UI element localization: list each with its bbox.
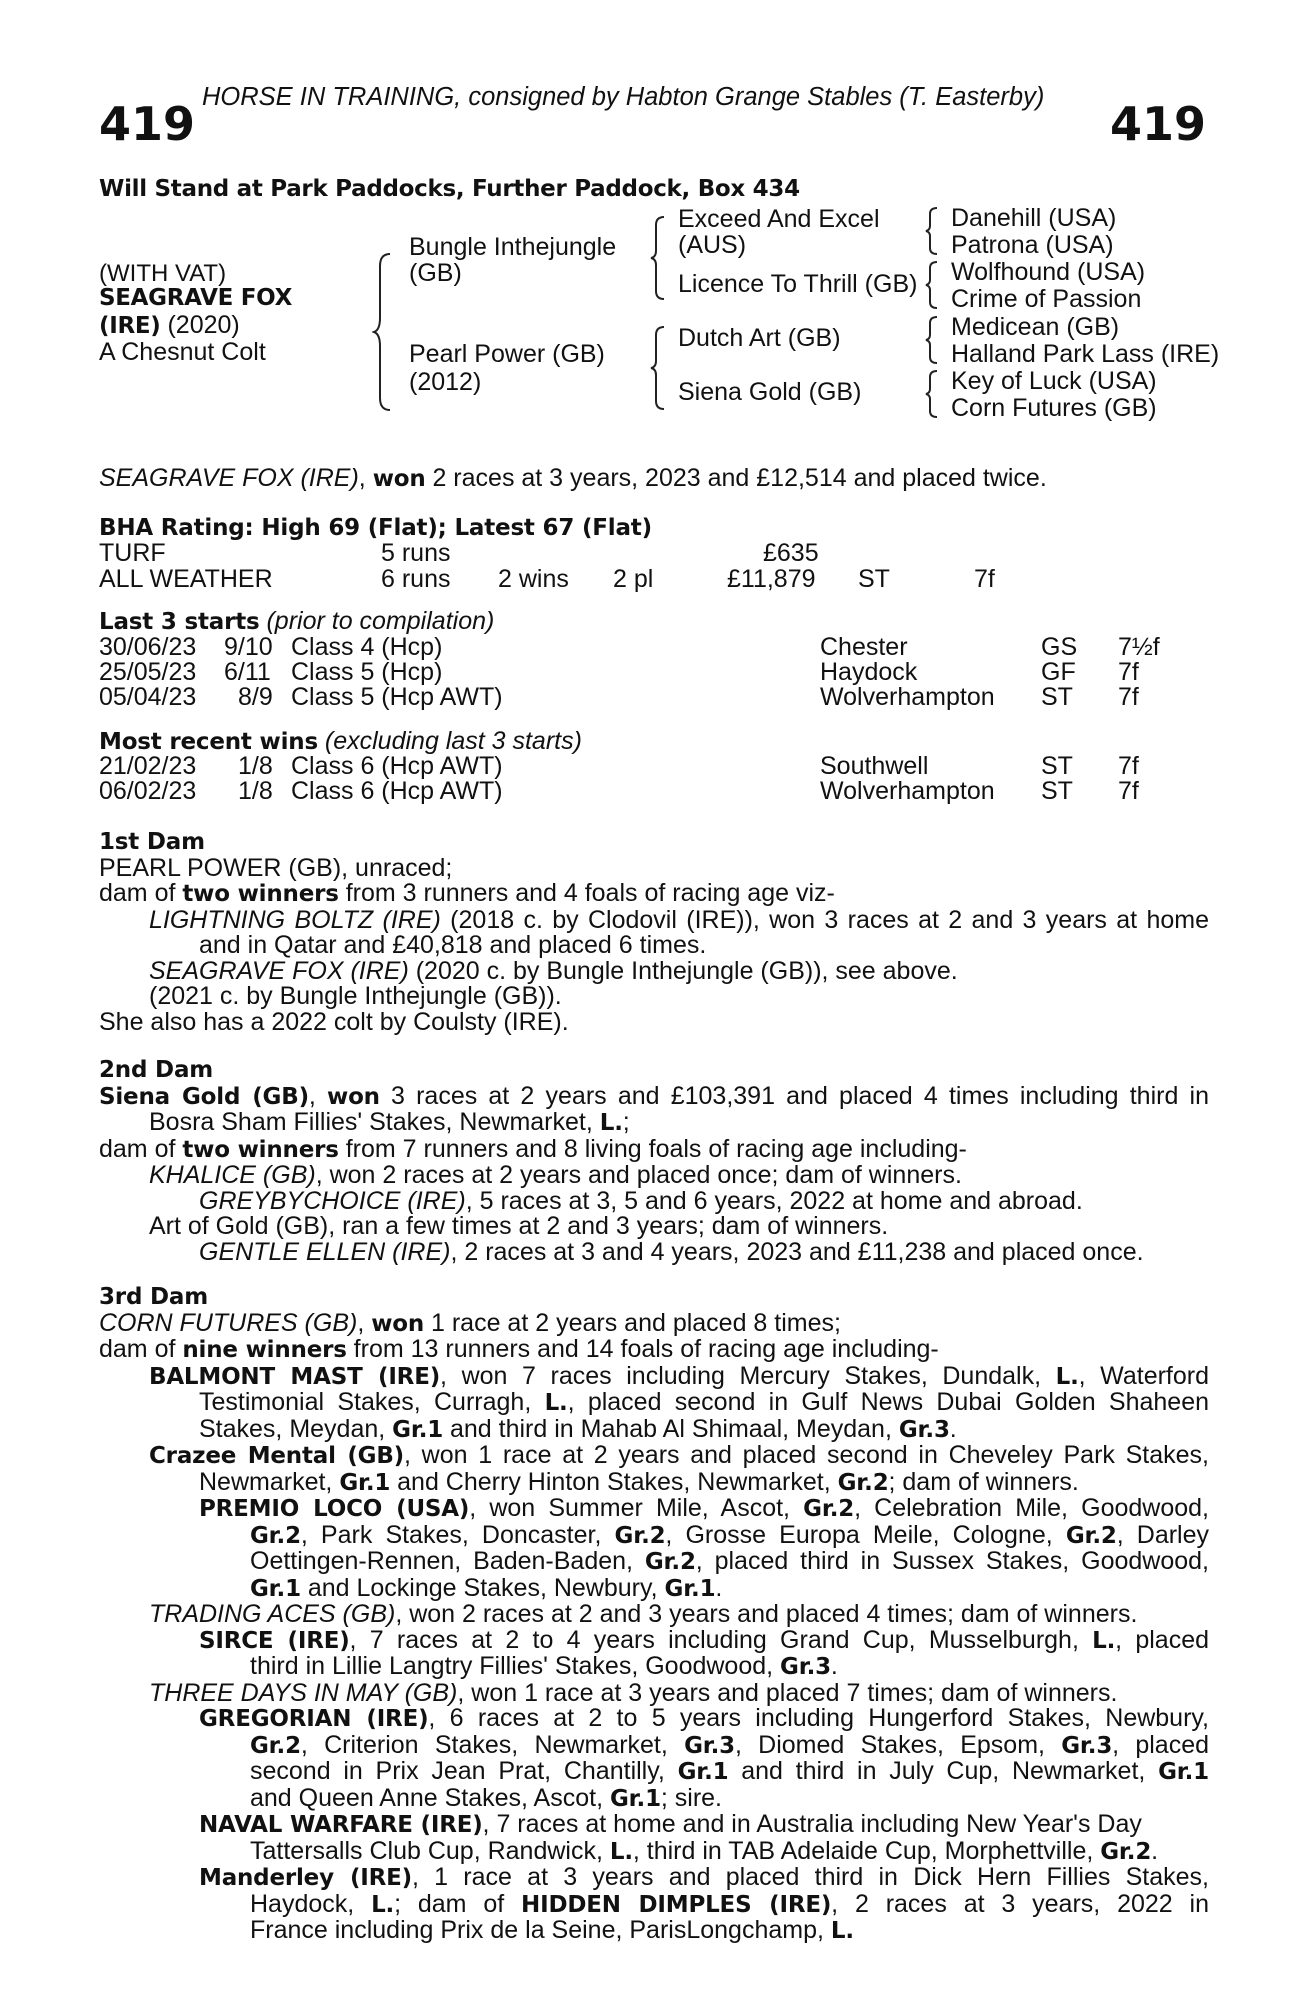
grade-label: Gr.2 — [250, 1732, 301, 1759]
second-dam-section — [99, 1058, 1209, 1265]
sirce-2 — [99, 1654, 1209, 1681]
third-dam-line-1 — [99, 1308, 1209, 1338]
text: , 2 races at 3 years, 2022 in — [831, 1889, 1209, 1918]
third-dam-line-2 — [99, 1337, 1209, 1364]
offspring-name: Crazee Mental (GB) — [149, 1443, 404, 1469]
stand-location: Will Stand at Park Paddocks, Further Paddock, Box 434 — [99, 176, 800, 202]
text: , — [357, 1308, 372, 1337]
text: , won 2 races at 2 and 3 years and placed 4 times; dam of winners. — [395, 1600, 1138, 1628]
grade-label: L. — [1055, 1363, 1079, 1390]
pedigree-brace-main — [372, 252, 394, 412]
g3-5: Medicean (GB) — [951, 313, 1120, 341]
text: dam of — [99, 1134, 183, 1163]
rw-date-1: 21/02/23 — [99, 752, 197, 780]
text: from 13 runners and 14 foals of racing age including- — [346, 1335, 939, 1363]
grade-label: Gr.1 — [339, 1469, 391, 1496]
text: dam of — [99, 1335, 183, 1363]
text: , won 1 race at 2 years and placed second in Cheveley Park Stakes, — [403, 1441, 1210, 1469]
text: ; dam of — [394, 1889, 522, 1918]
rw-pos-1: 1/8 — [238, 752, 273, 780]
rw-pos-2: 1/8 — [238, 777, 273, 805]
winners-count: nine winners — [182, 1337, 347, 1363]
grade-label: Gr.3 — [780, 1654, 831, 1680]
text: Testimonial Stakes, Curragh, — [199, 1388, 545, 1416]
text: . — [1151, 1836, 1159, 1865]
ls-pos-1: 9/10 — [224, 633, 273, 661]
text: Bosra Sham Fillies' Stakes, Newmarket, — [149, 1108, 600, 1136]
ls-going-3: ST — [1041, 683, 1073, 711]
text: , won Summer Mile, Ascot, — [469, 1494, 804, 1522]
text: 3 races at 2 years and £103,391 and placed 4 times including third in — [379, 1081, 1209, 1110]
g3-2: Patrona (USA) — [951, 231, 1114, 259]
ls-dist-2: 7f — [1118, 658, 1139, 686]
offspring-name: BALMONT MAST (IRE) — [149, 1363, 441, 1390]
balmont-mast-1 — [99, 1361, 1210, 1391]
grade-label: L. — [599, 1110, 623, 1136]
rating-surface-aw: ALL WEATHER — [99, 565, 273, 593]
grade-label: L. — [1092, 1627, 1116, 1654]
text: . — [715, 1573, 723, 1602]
naval-warfare-2 — [99, 1836, 1209, 1866]
grade-label: Gr.2 — [1065, 1522, 1117, 1549]
summary-line: SEAGRAVE FOX (IRE), won 2 races at 3 years, 2023 and £12,514 and placed twice. — [99, 464, 1047, 492]
ls-race-3: Class 5 (Hcp AWT) — [291, 683, 503, 711]
grade-label: Gr.1 — [664, 1575, 716, 1602]
ls-date-3: 05/04/23 — [99, 683, 197, 711]
crazee-mental-1 — [99, 1443, 1209, 1470]
offspring-name: SIRCE (IRE) — [199, 1627, 350, 1654]
premio-loco-4 — [99, 1573, 1209, 1603]
rw-course-2: Wolverhampton — [820, 777, 995, 805]
lot-number-right: 419 — [1109, 97, 1206, 151]
gentle-ellen — [99, 1237, 1209, 1266]
text: second in Prix Jean Prat, Chantilly, — [250, 1757, 678, 1785]
text: , 5 races at 3, 5 and 6 years, 2022 at home and abroad. — [465, 1186, 1083, 1215]
text: , Park Stakes, Doncaster, — [300, 1520, 615, 1549]
ls-course-1: Chester — [820, 633, 908, 661]
ls-going-2: GF — [1041, 658, 1076, 686]
recent-wins-title: Most recent wins — [99, 729, 318, 755]
grade-label: Gr.2 — [1100, 1838, 1152, 1865]
text: . — [949, 1414, 957, 1443]
text: , 1 race at 3 years and placed third in Dick Hern Fillies Stakes, — [411, 1863, 1209, 1891]
offspring-2 — [99, 956, 1209, 985]
ls-dist-3: 7f — [1118, 683, 1139, 711]
text: Stakes, Meydan, — [199, 1414, 393, 1443]
dam-dam: Siena Gold (GB) — [678, 378, 862, 406]
offspring-name: HIDDEN DIMPLES (IRE) — [521, 1891, 832, 1918]
grade-label: Gr.1 — [250, 1575, 301, 1602]
text: , 2 races at 3 and 4 years, 2023 and £11,238 and placed once. — [450, 1237, 1144, 1266]
winners-count: two winners — [182, 881, 339, 907]
text: , — [308, 1081, 328, 1110]
rw-date-2: 06/02/23 — [99, 777, 197, 805]
offspring-name: THREE DAYS IN MAY (GB) — [149, 1678, 458, 1707]
rating-placed-aw: 2 pl — [613, 565, 654, 593]
text: , Darley — [1116, 1520, 1210, 1549]
pedigree-brace-dam — [650, 325, 668, 411]
manderley-2 — [99, 1889, 1209, 1919]
text: and third in July Cup, Newmarket, — [728, 1757, 1159, 1785]
text: , won 1 race at 3 years and placed 7 times; dam of winners. — [457, 1678, 1118, 1707]
sire-dam: Licence To Thrill (GB) — [678, 270, 918, 298]
grade-label: Gr.2 — [803, 1496, 855, 1522]
rating-distance-aw: 7f — [974, 565, 995, 593]
naval-warfare-1 — [99, 1812, 1209, 1839]
first-dam-line-1: PEARL POWER (GB), unraced; — [99, 853, 453, 882]
text: and Cherry Hinton Stakes, Newmarket, — [390, 1467, 838, 1496]
pedigree-brace-g3-2 — [925, 260, 939, 310]
sire — [409, 234, 629, 286]
g3-7: Key of Luck (USA) — [951, 367, 1157, 395]
offspring-1 — [99, 905, 1209, 934]
pedigree-brace-g3-4 — [925, 369, 939, 419]
grade-label: L. — [371, 1891, 395, 1918]
first-dam-section — [99, 830, 1209, 1035]
khalice — [99, 1163, 1209, 1189]
dam-name: CORN FUTURES (GB) — [99, 1308, 358, 1337]
ls-date-1: 30/06/23 — [99, 633, 197, 661]
summary-horse: SEAGRAVE FOX (IRE) — [99, 464, 359, 492]
text: and Lockinge Stakes, Newbury, — [300, 1573, 665, 1602]
g3-8: Corn Futures (GB) — [951, 394, 1157, 422]
sire-sire: Exceed And Excel (AUS) — [678, 205, 880, 259]
vat-label: (WITH VAT) — [99, 260, 227, 287]
ls-course-2: Haydock — [820, 658, 918, 686]
gregorian-1 — [99, 1706, 1209, 1733]
greybychoice — [99, 1186, 1209, 1215]
first-dam-line-2 — [99, 881, 1209, 908]
text: dam of — [99, 879, 183, 907]
ls-course-3: Wolverhampton — [820, 683, 995, 711]
rating-earnings-turf: £635 — [763, 539, 819, 567]
balmont-mast-3 — [99, 1414, 1209, 1444]
dam-name: Siena Gold (GB) — [99, 1083, 309, 1110]
rw-dist-1: 7f — [1118, 752, 1139, 780]
ls-pos-3: 8/9 — [238, 683, 273, 711]
second-dam-line-3 — [99, 1134, 1209, 1164]
grade-label: Gr.1 — [1158, 1759, 1209, 1785]
text: and third in Mahab Al Shimaal, Meydan, — [443, 1414, 899, 1443]
text: (2020 c. by Bungle Inthejungle (GB)), see above. — [408, 956, 958, 985]
text: 1 race at 2 years and placed 8 times; — [424, 1308, 841, 1337]
rw-going-2: ST — [1041, 777, 1073, 805]
text: Tattersalls Club Cup, Randwick, — [250, 1836, 610, 1865]
text: (2018 c. by Clodovil (IRE)), won 3 races at 2 and 3 years at home — [440, 905, 1209, 934]
manderley-3 — [99, 1918, 1209, 1945]
summary-text: 2 races at 3 years, 2023 and £12,514 and placed twice. — [425, 464, 1047, 492]
horse-name: SEAGRAVE FOX — [99, 285, 293, 311]
gregorian-3 — [99, 1759, 1209, 1786]
g3-4: Crime of Passion — [951, 285, 1142, 313]
lot-number-left: 419 — [99, 97, 196, 151]
text: , 7 races at home and in Australia including New Year's Day — [482, 1810, 1142, 1838]
offspring-name: NAVAL WARFARE (IRE) — [199, 1812, 483, 1838]
gregorian-2 — [99, 1730, 1209, 1760]
rw-race-1: Class 6 (Hcp AWT) — [291, 752, 503, 780]
third-dam-section — [99, 1285, 1209, 1945]
text: , third in TAB Adelaide Cup, Morphettville, — [632, 1836, 1101, 1865]
horse-description: A Chesnut Colt — [99, 338, 266, 366]
grade-label: Gr.2 — [250, 1522, 301, 1549]
grade-label: L. — [544, 1390, 568, 1416]
grade-label: Gr.3 — [684, 1732, 735, 1759]
offspring-name: SEAGRAVE FOX (IRE) — [149, 956, 409, 985]
sirce-1 — [99, 1625, 1209, 1655]
premio-loco-2 — [99, 1520, 1210, 1550]
text: Haydock, — [250, 1889, 372, 1918]
rating-runs-aw: 6 runs — [381, 565, 451, 593]
dam-name: Pearl Power (GB) (2012) — [409, 340, 605, 396]
last-starts-heading — [99, 609, 494, 636]
text: France including Prix de la Seine, ParisLongchamp, — [250, 1916, 831, 1944]
grade-label: Gr.2 — [614, 1522, 666, 1549]
grade-label: Gr.2 — [837, 1469, 889, 1496]
rating-title: BHA Rating: High 69 (Flat); Latest 67 (Flat) — [99, 515, 652, 541]
art-of-gold: Art of Gold (GB), ran a few times at 2 and 3 years; dam of winners. — [149, 1212, 889, 1240]
text: ; dam of winners. — [888, 1467, 1079, 1496]
text: , Criterion Stakes, Newmarket, — [300, 1730, 685, 1759]
won-label: won — [327, 1083, 380, 1110]
grade-label: Gr.1 — [677, 1759, 729, 1785]
pedigree-brace-g3-1 — [925, 206, 939, 256]
text: , 6 races at 2 to 5 years including Hungerford Stakes, Newbury, — [428, 1704, 1210, 1732]
recent-wins-note: (excluding last 3 starts) — [324, 727, 582, 755]
g3-1: Danehill (USA) — [951, 204, 1117, 232]
text: , placed — [1115, 1625, 1209, 1654]
offspring-name: Manderley (IRE) — [199, 1865, 412, 1891]
text: and Queen Anne Stakes, Ascot, — [250, 1783, 610, 1812]
g3-6: Halland Park Lass (IRE) — [951, 340, 1220, 368]
three-days-in-may — [99, 1678, 1209, 1707]
gregorian-4 — [99, 1783, 1209, 1813]
rw-dist-2: 7f — [1118, 777, 1139, 805]
crazee-mental-2 — [99, 1467, 1209, 1497]
offspring-name: GREYBYCHOICE (IRE) — [199, 1186, 466, 1215]
second-dam-title: 2nd Dam — [99, 1057, 214, 1083]
rating-wins-aw: 2 wins — [498, 565, 569, 593]
text: , placed third in Sussex Stakes, Goodwood, — [695, 1547, 1209, 1575]
text: Oettingen-Rennen, Baden-Baden, — [250, 1547, 645, 1575]
grade-label: Gr.2 — [644, 1549, 696, 1575]
offspring-name: KHALICE (GB) — [149, 1161, 316, 1189]
premio-loco-1 — [99, 1496, 1209, 1523]
rating-earnings-aw: £11,879 — [727, 565, 816, 593]
text: from 3 runners and 4 foals of racing age viz- — [338, 879, 835, 907]
second-dam-line-2 — [99, 1110, 1209, 1137]
rating-going-aw: ST — [858, 565, 890, 593]
offspring-3: (2021 c. by Bungle Inthejungle (GB)). — [149, 982, 562, 1010]
ls-date-2: 25/05/23 — [99, 658, 197, 686]
text: , won 7 races including Mercury Stakes, Dundalk, — [440, 1361, 1056, 1390]
manderley-1 — [99, 1865, 1209, 1892]
text: third in Lillie Langtry Fillies' Stakes, Goodwood, — [250, 1652, 781, 1680]
offspring-name: LIGHTNING BOLTZ (IRE) — [149, 905, 441, 934]
sire-name: Bungle Inthejungle (GB) — [409, 233, 617, 287]
rating-runs-turf: 5 runs — [381, 539, 451, 567]
grade-label: Gr.3 — [1061, 1732, 1113, 1759]
first-dam-title: 1st Dam — [99, 829, 205, 855]
grade-label: L. — [830, 1918, 854, 1944]
text: , Celebration Mile, Goodwood, — [854, 1494, 1210, 1522]
premio-loco-3 — [99, 1549, 1209, 1576]
text: , 7 races at 2 to 4 years including Grand Cup, Musselburgh, — [349, 1625, 1093, 1654]
ls-race-2: Class 5 (Hcp) — [291, 658, 443, 686]
rw-race-2: Class 6 (Hcp AWT) — [291, 777, 503, 805]
text: , Diomed Stakes, Epsom, — [734, 1730, 1062, 1759]
second-dam-line-1 — [99, 1081, 1209, 1111]
ls-dist-1: 7½f — [1118, 633, 1160, 661]
ls-race-1: Class 4 (Hcp) — [291, 633, 443, 661]
won-label: won — [371, 1310, 425, 1337]
grade-label: Gr.3 — [898, 1416, 950, 1443]
last-starts-title: Last 3 starts — [99, 609, 260, 635]
offspring-name: GENTLE ELLEN (IRE) — [199, 1237, 451, 1266]
rating-surface-turf: TURF — [99, 539, 166, 567]
offspring-name: GREGORIAN (IRE) — [199, 1706, 429, 1732]
ls-going-1: GS — [1041, 633, 1078, 661]
text: , won 2 races at 2 years and placed once; dam of winners. — [315, 1161, 962, 1189]
horse-year: (2020) — [167, 311, 240, 339]
first-dam-line-3: She also has a 2022 colt by Coulsty (IRE). — [99, 1007, 569, 1036]
text: , placed — [1112, 1730, 1209, 1759]
trading-aces — [99, 1602, 1209, 1628]
text: , Waterford — [1078, 1361, 1210, 1390]
last-starts-note: (prior to compilation) — [266, 607, 495, 635]
winners-count: two winners — [182, 1136, 339, 1163]
text: , placed second in Gulf News Dubai Golden Shaheen — [567, 1388, 1210, 1416]
grade-label: Gr.1 — [392, 1416, 444, 1443]
rw-going-1: ST — [1041, 752, 1073, 780]
offspring-name: TRADING ACES (GB) — [149, 1600, 396, 1628]
ls-pos-2: 6/11 — [224, 658, 271, 686]
text: . — [830, 1652, 838, 1680]
grade-label: L. — [609, 1838, 633, 1865]
summary-won: won — [372, 466, 426, 492]
dam — [409, 340, 629, 396]
text: ; — [622, 1108, 630, 1136]
offspring-1-cont: and in Qatar and £40,818 and placed 6 times. — [199, 931, 707, 959]
third-dam-title: 3rd Dam — [99, 1284, 208, 1310]
pedigree-brace-g3-3 — [925, 315, 939, 365]
consignment-line: HORSE IN TRAINING, consigned by Habton Grange Stables (T. Easterby) — [202, 83, 1045, 111]
offspring-name: PREMIO LOCO (USA) — [199, 1496, 470, 1522]
pedigree-brace-sire — [650, 215, 668, 301]
dam-sire: Dutch Art (GB) — [678, 324, 841, 352]
grade-label: Gr.1 — [609, 1785, 661, 1812]
text: ; sire. — [660, 1783, 722, 1812]
g3-3: Wolfhound (USA) — [951, 258, 1146, 286]
horse-origin: (IRE) — [99, 313, 161, 339]
balmont-mast-2 — [99, 1390, 1209, 1417]
text: , Grosse Europa Meile, Cologne, — [665, 1520, 1066, 1549]
rw-course-1: Southwell — [820, 752, 929, 780]
text: from 7 runners and 8 living foals of racing age including- — [338, 1134, 967, 1163]
text: Newmarket, — [199, 1467, 340, 1496]
horse-origin-year — [99, 313, 240, 340]
